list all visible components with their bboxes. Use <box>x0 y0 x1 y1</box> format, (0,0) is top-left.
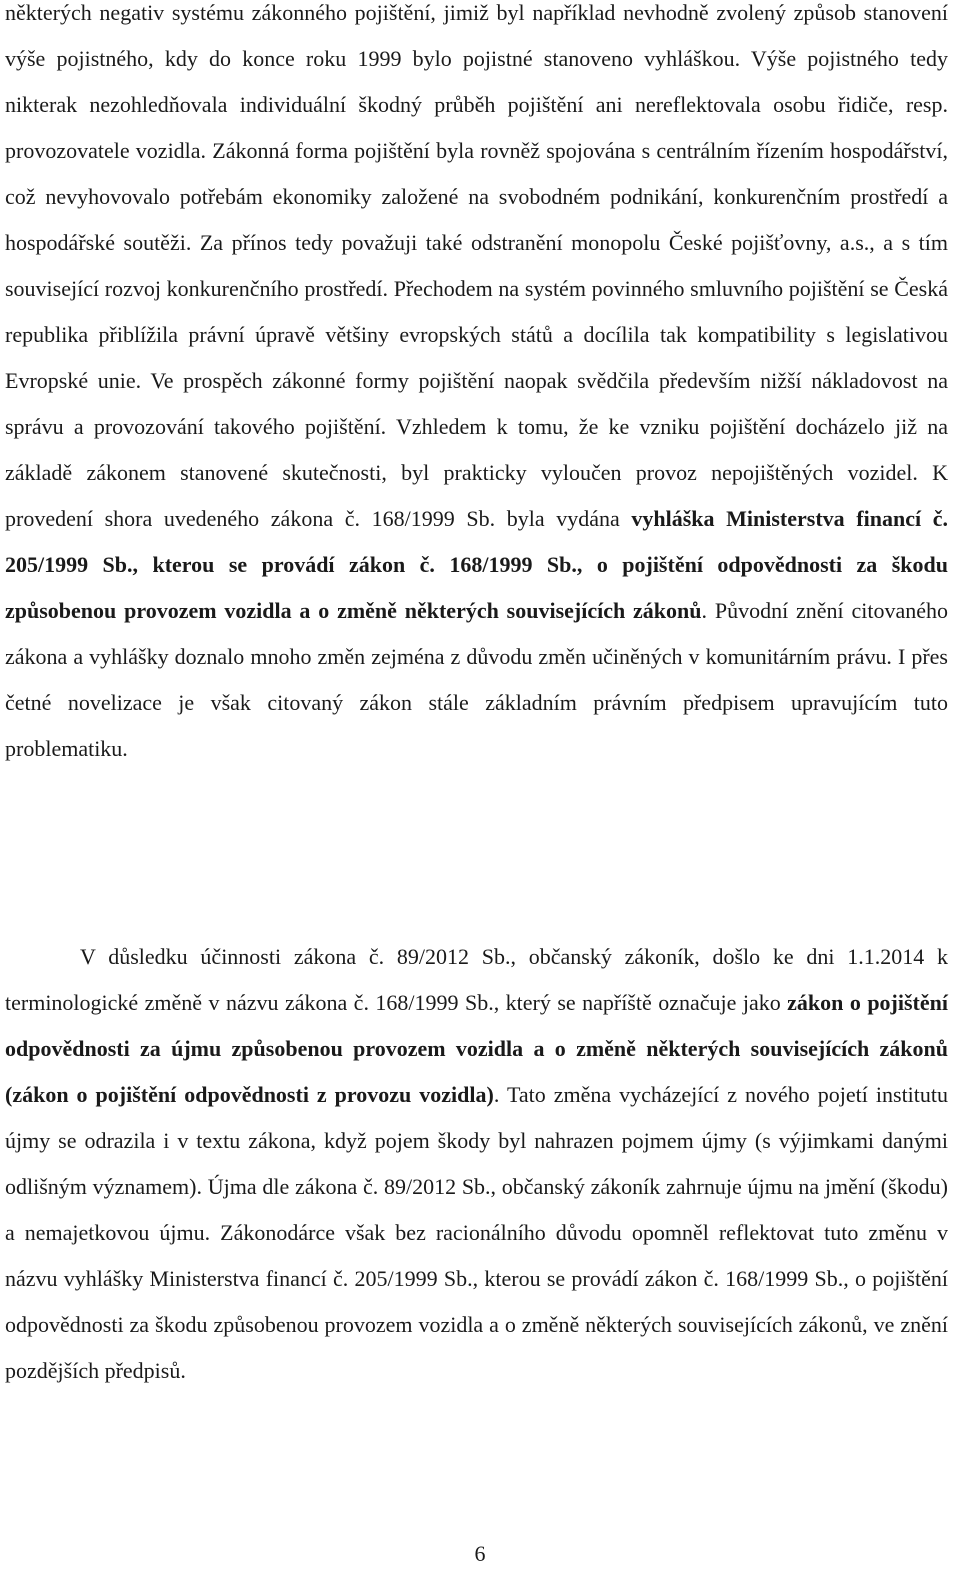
paragraph1-text-a: některých negativ systému zákonného pojištění, jimiž byl například nevhodně zvolený způsob stanovení výše pojistného, kdy do konce roku 1999 bylo pojistné stanoveno vyhláškou. Výše pojistného tedy nikterak nezohledňovala individuální škodný průběh pojištění ani nereflektovala osobu řidiče, resp. provozovatele vozidla. Zákonná forma pojištění byla rovněž spojována s centrálním řízením hospodářství, což nevyhovovalo potřebám ekonomiky založené na svobodném podnikání, konkurenčním prostředí a hospodářské soutěži. Za přínos tedy považuji také odstranění monopolu České pojišťovny, a.s., a s tím související rozvoj konkurenčního prostředí. Přechodem na systém povinného smluvního pojištění se Česká republika přiblížila právní úpravě většiny evropských států a docílila tak kompatibility s legislativou Evropské unie. Ve prospěch zákonné formy pojištění naopak svědčila především nižší nákladovost na správu a provozování takového pojištění. Vzhledem k tomu, že ke vzniku pojištění docházelo již na základě zákonem stanovené skutečnosti, byl prakticky vyloučen provoz nepojištěných vozidel. K provedení shora uvedeného zákona č. 168/1999 Sb. byla vydána <box>5 0 948 531</box>
page-number: 6 <box>474 1541 486 1566</box>
paragraph-insurance-history <box>5 0 948 772</box>
paragraph2-bold-law-title: zákon o pojištění odpovědnosti za újmu způsobenou provozem vozidla a o změně některých souvisejících zákonů (zákon o pojištění odpovědnosti z provozu vozidla) <box>5 990 948 1107</box>
paragraph1-text-b: . Původní znění citovaného zákona a vyhlášky doznalo mnoho změn zejména z důvodu změn učiněných v komunitárním právu. I přes četné novelizace je však citovaný zákon stále základním právním předpisem upravujícím tuto problematiku. <box>5 598 948 761</box>
paragraph-terminology-change <box>5 934 948 1394</box>
paragraph2-text-b: . Tato změna vycházející z nového pojetí institutu újmy se odrazila i v textu zákona, když pojem škody byl nahrazen pojmem újmy (s výjimkami danými odlišným významem). Újma dle zákona č. 89/2012 Sb., občanský zákoník zahrnuje újmu na jmění (škodu) a nemajetkovou újmu. Zákonodárce však bez racionálního důvodu opomněl reflektovat tuto změnu v názvu vyhlášky Ministerstva financí č. 205/1999 Sb., kterou se provádí zákon č. 168/1999 Sb., o pojištění odpovědnosti za škodu způsobenou provozem vozidla a o změně některých souvisejících zákonů, ve znění pozdějších předpisů. <box>5 1082 949 1383</box>
paragraph1-bold-decree-title: vyhláška Ministerstva financí č. 205/1999 Sb., kterou se provádí zákon č. 168/1999 Sb., o pojištění odpovědnosti za škodu způsobenou provozem vozidla a o změně některých souvisejících zákonů <box>5 506 948 623</box>
paragraph2-text-a: V důsledku účinnosti zákona č. 89/2012 Sb., občanský zákoník, došlo ke dni 1.1.2014 k terminologické změně v názvu zákona č. 168/1999 Sb., který se napříště označuje jako <box>5 944 948 1015</box>
